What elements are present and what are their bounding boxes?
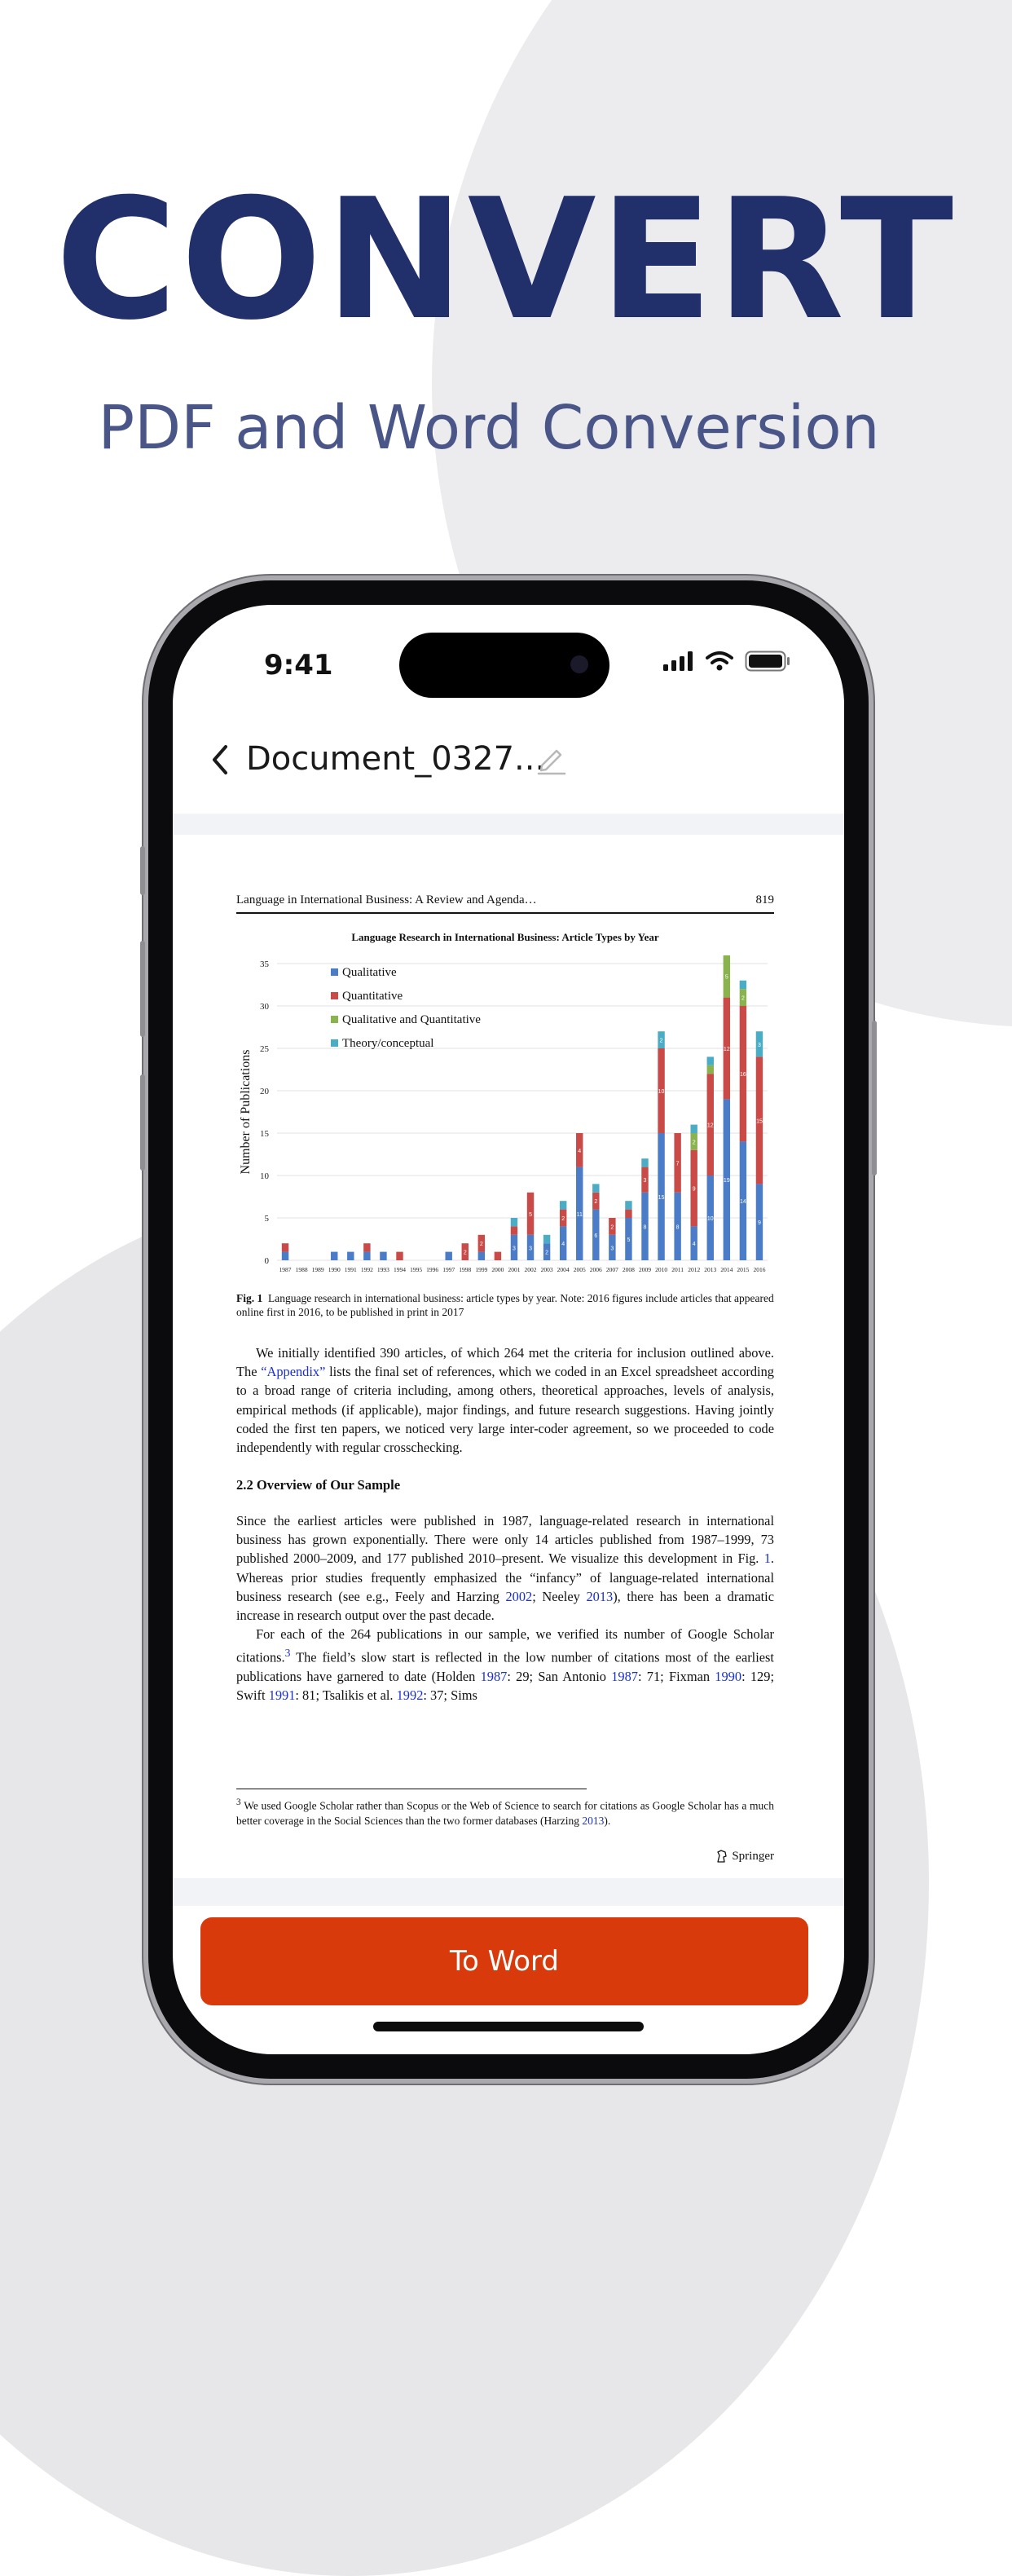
bar-data-label: 15 xyxy=(658,1195,665,1201)
bar-data-label: 5 xyxy=(724,974,728,981)
bar-segment xyxy=(560,1201,566,1209)
dynamic-island xyxy=(399,633,609,698)
camera-icon xyxy=(570,655,588,673)
citation-link[interactable]: 1992 xyxy=(396,1687,424,1704)
bar-data-label: 3 xyxy=(513,1246,516,1252)
text-span: : 29; San Antonio xyxy=(507,1669,612,1685)
bar-data-label: 10 xyxy=(658,1089,665,1095)
bar-data-label: 4 xyxy=(578,1148,582,1154)
figure-caption-text: Language research in international business: article types by year. Note: 2016 figures include articles that appeared online first in 2016, to be published in print in 2017 xyxy=(236,1292,774,1318)
bar-data-label: 5 xyxy=(627,1237,631,1243)
wifi-icon xyxy=(706,651,733,671)
springer-horse-icon xyxy=(715,1849,728,1864)
publisher-logo xyxy=(715,1849,774,1864)
x-tick-label: 1993 xyxy=(376,1266,389,1273)
bar-segment xyxy=(282,1252,288,1260)
bar-data-label: 12 xyxy=(706,1123,714,1129)
text-span: The field’s slow start is reflected in the low number of citations most of the earliest publications have garnered to date (Holden xyxy=(236,1649,774,1685)
status-time: 9:41 xyxy=(264,649,333,681)
legend-label: Qualitative and Quantitative xyxy=(342,1013,481,1026)
bar-data-label: 2 xyxy=(545,1250,549,1256)
x-tick-label: 2008 xyxy=(622,1266,635,1273)
y-tick-label: 5 xyxy=(264,1214,269,1224)
power-button xyxy=(872,1021,877,1176)
text-span: : 81; Tsalikis et al. xyxy=(295,1687,397,1704)
bar-segment xyxy=(445,1252,451,1260)
bar-data-label: 10 xyxy=(706,1216,714,1222)
appendix-link[interactable]: “Appendix” xyxy=(261,1364,326,1380)
figure-link[interactable]: 1 xyxy=(763,1550,771,1567)
bar-segment xyxy=(641,1158,648,1167)
bar-data-label: 2 xyxy=(479,1242,483,1248)
bar-data-label: 12 xyxy=(723,1047,730,1052)
bar-data-label: 5 xyxy=(529,1211,532,1218)
x-tick-label: 2011 xyxy=(671,1266,684,1273)
text-span: . Whereas prior studies frequently emphasized the “infancy” of language-related international business research (see e.g., Feely and Harzing xyxy=(236,1550,774,1604)
x-tick-label: 1995 xyxy=(410,1266,423,1273)
y-tick-label: 25 xyxy=(260,1044,269,1054)
page-number: 819 xyxy=(755,893,774,906)
bar-segment xyxy=(511,1218,517,1226)
bar-data-label: 2 xyxy=(610,1224,614,1231)
bar-segment xyxy=(396,1252,403,1260)
back-button[interactable] xyxy=(199,739,241,781)
text-span: We used Google Scholar rather than Scopus or the Web of Science to search for citations as Google Scholar has a much better coverage in the Social Sciences than the two former databases (Harzing xyxy=(236,1799,775,1827)
bar-segment xyxy=(543,1235,550,1243)
document-page xyxy=(173,835,844,1878)
legend-swatch xyxy=(331,968,338,976)
y-tick-label: 15 xyxy=(260,1129,269,1139)
bar-data-label: 3 xyxy=(529,1246,532,1252)
citation-link[interactable]: 2013 xyxy=(586,1588,614,1604)
bar-data-label: 3 xyxy=(610,1246,614,1252)
x-tick-label: 2013 xyxy=(704,1266,717,1273)
bar-data-label: 2 xyxy=(692,1140,696,1146)
bar-segment xyxy=(707,1056,714,1065)
bar-data-label: 8 xyxy=(643,1224,647,1231)
x-tick-label: 1992 xyxy=(360,1266,373,1273)
x-tick-label: 2009 xyxy=(639,1266,651,1273)
figure-caption xyxy=(236,1291,774,1319)
action-button xyxy=(140,846,145,895)
y-tick-label: 35 xyxy=(260,959,269,969)
x-tick-label: 1987 xyxy=(279,1266,292,1273)
legend-swatch xyxy=(331,1016,338,1023)
bar-segment xyxy=(363,1243,370,1251)
footnote-ref-link[interactable]: 3 xyxy=(284,1647,291,1660)
x-tick-label: 2003 xyxy=(540,1266,553,1273)
bar-segment xyxy=(363,1252,370,1260)
x-tick-label: 2001 xyxy=(508,1266,521,1273)
text-span: We initially identified 390 articles, of which 264 met the criteria for inclusion outlined above. The xyxy=(236,1345,774,1380)
x-tick-label: 2014 xyxy=(720,1266,733,1273)
rename-button[interactable] xyxy=(531,739,572,779)
running-head xyxy=(236,893,774,914)
bar-data-label: 4 xyxy=(561,1242,565,1248)
running-head-title: Language in International Business: A Review and Agenda… xyxy=(236,893,537,906)
bar-data-label: 15 xyxy=(756,1118,763,1125)
legend-swatch xyxy=(331,1039,338,1047)
bar-data-label: 16 xyxy=(740,1072,746,1078)
phone-frame xyxy=(148,580,869,2079)
paragraph-2 xyxy=(236,1511,774,1705)
y-tick-label: 0 xyxy=(264,1256,269,1266)
pencil-icon xyxy=(535,743,568,775)
bar-data-label: 9 xyxy=(758,1220,761,1227)
citation-link[interactable]: 1991 xyxy=(268,1687,296,1704)
paragraph-1 xyxy=(236,1343,774,1457)
x-tick-label: 2000 xyxy=(491,1266,504,1273)
volume-up-button xyxy=(140,941,145,1037)
x-tick-label: 2006 xyxy=(589,1266,602,1273)
document-header xyxy=(173,719,844,801)
bar-segment xyxy=(690,1125,697,1133)
home-indicator[interactable] xyxy=(373,2022,644,2031)
bar-data-label: 2 xyxy=(659,1038,663,1044)
citation-link[interactable]: 1987 xyxy=(611,1669,638,1685)
bar-segment xyxy=(282,1243,288,1251)
bar-data-label: 14 xyxy=(740,1199,746,1206)
bar-segment xyxy=(511,1226,517,1234)
text-span: Since the earliest articles were published in 1987, language-related research in international business has grown exponentially. There were only 14 articles published from 1987–1999, 73 published 2000–2009, and 177 published 2010–present. We visualize this development in Fig. xyxy=(236,1513,774,1567)
text-span: ; Neeley xyxy=(532,1588,587,1604)
text-span: ), there has been a dramatic increase in research output over the past decade. xyxy=(236,1588,774,1624)
text-span: : 37; Sims xyxy=(423,1687,477,1704)
x-tick-label: 2016 xyxy=(753,1266,766,1273)
y-tick-label: 10 xyxy=(260,1171,269,1181)
hero-subtitle: PDF and Word Conversion xyxy=(98,393,880,463)
legend-swatch xyxy=(331,992,338,999)
y-tick-label: 20 xyxy=(260,1087,269,1096)
bar-segment xyxy=(625,1201,631,1209)
x-tick-label: 1998 xyxy=(459,1266,472,1273)
bar-data-label: 2 xyxy=(741,995,745,1002)
bar-data-label: 3 xyxy=(643,1178,647,1184)
bar-segment xyxy=(707,1065,714,1074)
y-tick-label: 30 xyxy=(260,1002,269,1012)
bar-segment xyxy=(740,981,746,989)
x-tick-label: 1999 xyxy=(475,1266,488,1273)
text-span: lists the final set of references, which we coded in an Excel spreadsheet according to a broad range of criteria including, among others, theoretical approaches, levels of analysis, empirical methods (if applicable), major findings, and future research suggestions. Having jointly coded the first ten papers, we noticed very large inter-coder agreement, so we proceeded to code independently with regular crosschecking. xyxy=(236,1364,774,1456)
bar-segment xyxy=(592,1184,599,1192)
x-tick-label: 1990 xyxy=(328,1266,341,1273)
phone-screen xyxy=(173,605,844,2054)
section-heading: 2.2 Overview of Our Sample xyxy=(236,1477,401,1493)
chart-title: Language Research in International Business: Article Types by Year xyxy=(351,931,659,943)
to-word-button[interactable]: To Word xyxy=(200,1917,808,2005)
x-tick-label: 2010 xyxy=(655,1266,668,1273)
bar-segment xyxy=(478,1252,485,1260)
bar-data-label: 9 xyxy=(692,1186,696,1193)
x-tick-label: 1989 xyxy=(311,1266,324,1273)
document-title: Document_0327... xyxy=(246,740,546,778)
x-tick-label: 2012 xyxy=(688,1266,701,1273)
volume-down-button xyxy=(140,1074,145,1171)
footnote-number: 3 xyxy=(236,1797,241,1807)
bar-data-label: 8 xyxy=(675,1224,680,1231)
publisher-name: Springer xyxy=(732,1849,774,1863)
x-tick-label: 1988 xyxy=(295,1266,308,1273)
legend-label: Theory/conceptual xyxy=(342,1037,434,1050)
bar-segment xyxy=(347,1252,354,1260)
legend-label: Quantitative xyxy=(342,990,403,1003)
bar-segment xyxy=(495,1252,501,1260)
chevron-left-icon xyxy=(209,743,231,776)
x-tick-label: 2005 xyxy=(573,1266,586,1273)
bar-data-label: 2 xyxy=(463,1250,467,1256)
text-span: For each of the 264 publications in our sample, we verified its number of Google Scholar citations. xyxy=(236,1626,774,1665)
bar-data-label: 3 xyxy=(758,1042,761,1048)
bar-segment xyxy=(331,1252,337,1260)
citation-link[interactable]: 2013 xyxy=(582,1814,605,1827)
bar-segment xyxy=(625,1210,631,1218)
bar-data-label: 11 xyxy=(576,1211,583,1218)
signal-icon xyxy=(663,651,694,671)
stacked-bar-chart xyxy=(236,955,774,1285)
x-tick-label: 1994 xyxy=(394,1266,406,1273)
x-tick-label: 1991 xyxy=(344,1266,357,1273)
x-tick-label: 1996 xyxy=(426,1266,439,1273)
bar-data-label: 2 xyxy=(561,1216,565,1222)
status-icons xyxy=(663,651,790,672)
citation-link[interactable]: 2002 xyxy=(505,1588,533,1604)
document-viewer[interactable] xyxy=(173,814,844,1906)
bar-segment xyxy=(380,1252,386,1260)
battery-icon xyxy=(745,651,790,672)
x-tick-label: 2015 xyxy=(737,1266,750,1273)
y-axis-label: Number of Publications xyxy=(239,1049,253,1175)
bar-data-label: 7 xyxy=(675,1161,680,1167)
citation-link[interactable]: 1987 xyxy=(480,1669,508,1685)
x-tick-label: 2004 xyxy=(557,1266,570,1273)
footnote xyxy=(236,1795,774,1828)
bar-data-label: 4 xyxy=(692,1242,696,1248)
bar-data-label: 6 xyxy=(594,1233,598,1239)
x-tick-label: 1997 xyxy=(442,1266,455,1273)
x-tick-label: 2007 xyxy=(605,1266,618,1273)
x-tick-label: 2002 xyxy=(524,1266,537,1273)
hero-title: CONVERT xyxy=(55,164,957,357)
text-span: ). xyxy=(604,1814,611,1827)
text-span: : 129; Swift xyxy=(236,1669,774,1704)
text-span: : 71; Fixman xyxy=(637,1669,715,1685)
bar-data-label: 2 xyxy=(594,1199,598,1206)
legend-label: Qualitative xyxy=(342,966,397,979)
citation-link[interactable]: 1990 xyxy=(715,1669,742,1685)
figure-caption-label: Fig. 1 xyxy=(236,1292,263,1304)
bar-data-label: 19 xyxy=(723,1178,730,1184)
